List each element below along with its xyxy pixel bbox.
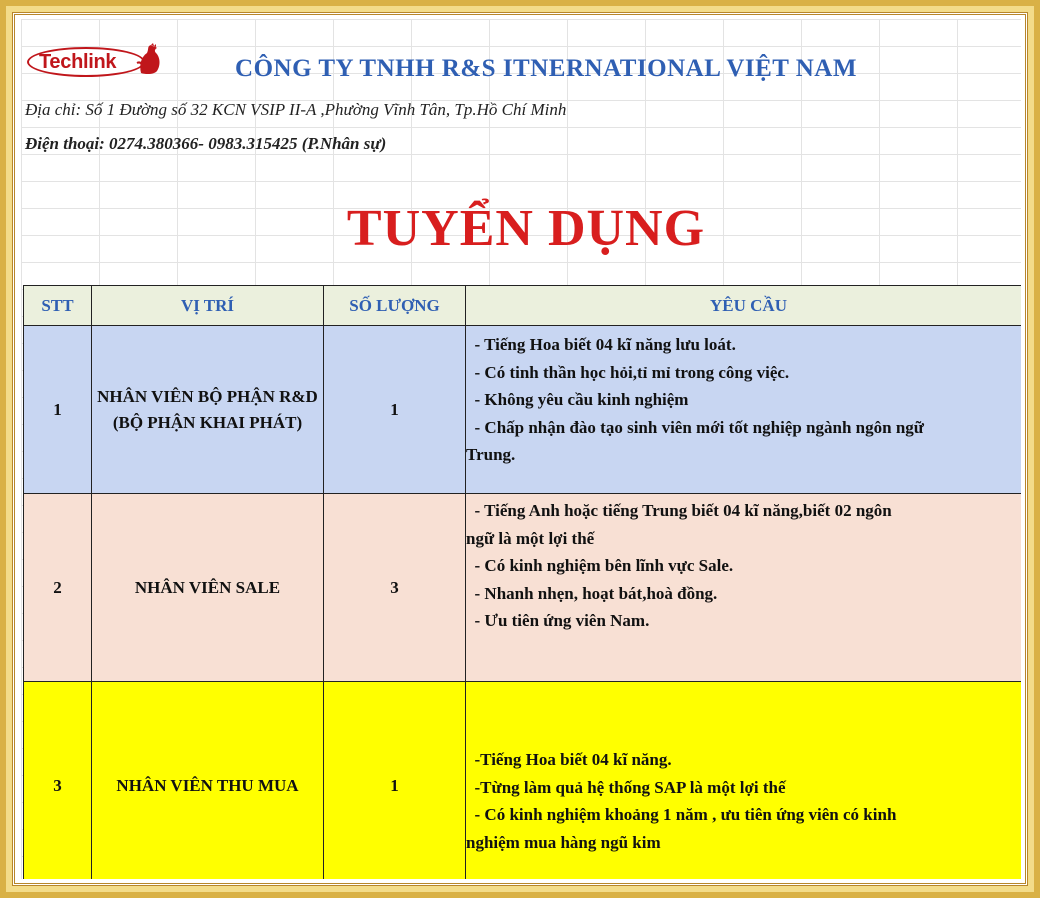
position-label: NHÂN VIÊN THU MUA <box>116 775 299 795</box>
recruitment-title: TUYỂN DỤNG <box>346 200 706 257</box>
row-position <box>92 326 324 494</box>
logo-text: Techlink <box>39 51 117 73</box>
company-logo <box>27 45 161 83</box>
row-position <box>92 494 324 682</box>
position-label: NHÂN VIÊN SALE <box>134 577 281 597</box>
requirement-line: - Nhanh nhẹn, hoạt bát,hoà đồng. <box>466 583 718 603</box>
table-header-row <box>24 286 1022 326</box>
row-requirements <box>466 494 1022 682</box>
row-quantity: 1 <box>324 682 466 880</box>
row-requirements <box>466 682 1022 880</box>
row-position <box>92 682 324 880</box>
company-address: Địa chỉ: Số 1 Đường số 32 KCN VSIP II-A ,Phường Vĩnh Tân, Tp.Hồ Chí Minh <box>25 100 567 119</box>
job-table <box>23 285 1021 879</box>
requirement-line: - Không yêu cầu kinh nghiệm <box>466 390 689 409</box>
header-position: VỊ TRÍ <box>92 286 324 326</box>
position-label: NHÂN VIÊN BỘ PHẬN R&D (BỘ PHẬN KHAI PHÁT) <box>97 386 318 432</box>
row-quantity: 1 <box>324 326 466 494</box>
requirement-line: - Chấp nhận đào tạo sinh viên mới tốt nghiệp ngành ngôn ngữ <box>466 417 924 437</box>
requirement-line: - Tiếng Anh hoặc tiếng Trung biết 04 kĩ năng,biết 02 ngôn <box>466 501 892 520</box>
header-quantity: SỐ LƯỢNG <box>324 286 466 326</box>
rooster-icon <box>135 43 163 77</box>
poster-frame <box>12 12 1028 886</box>
row-stt: 1 <box>24 326 92 494</box>
requirement-line: -Từng làm quả hệ thống SAP là một lợi thế <box>466 777 786 797</box>
row-stt: 2 <box>24 494 92 682</box>
header-stt: STT <box>24 286 92 326</box>
row-requirements <box>466 326 1022 494</box>
requirement-line: nghiệm mua hàng ngũ kim <box>466 832 661 852</box>
row-quantity: 3 <box>324 494 466 682</box>
requirement-line: - Có kinh nghiệm bên lĩnh vực Sale. <box>466 556 734 575</box>
table-row <box>24 494 1022 682</box>
company-name: CÔNG TY TNHH R&S ITNERNATIONAL VIỆT NAM <box>235 55 857 82</box>
requirement-line: -Tiếng Hoa biết 04 kĩ năng. <box>466 750 672 769</box>
company-phone: Điện thoại: 0274.380366- 0983.315425 (P.Nhân sự) <box>25 134 387 153</box>
requirement-line: ngữ là một lợi thế <box>466 528 595 548</box>
requirement-line: - Tiếng Hoa biết 04 kĩ năng lưu loát. <box>466 335 736 354</box>
spreadsheet-sheet <box>21 19 1021 879</box>
row-stt: 3 <box>24 682 92 880</box>
header-requirements: YÊU CẦU <box>466 286 1022 326</box>
table-row <box>24 326 1022 494</box>
requirement-line: - Ưu tiên ứng viên Nam. <box>466 611 650 630</box>
requirement-line: Trung. <box>466 445 516 464</box>
requirement-line: - Có tinh thần học hỏi,tỉ mỉ trong công việc. <box>466 362 790 382</box>
table-row <box>24 682 1022 880</box>
requirement-line: - Có kinh nghiệm khoảng 1 năm , ưu tiên ứng viên có kinh <box>466 805 897 824</box>
